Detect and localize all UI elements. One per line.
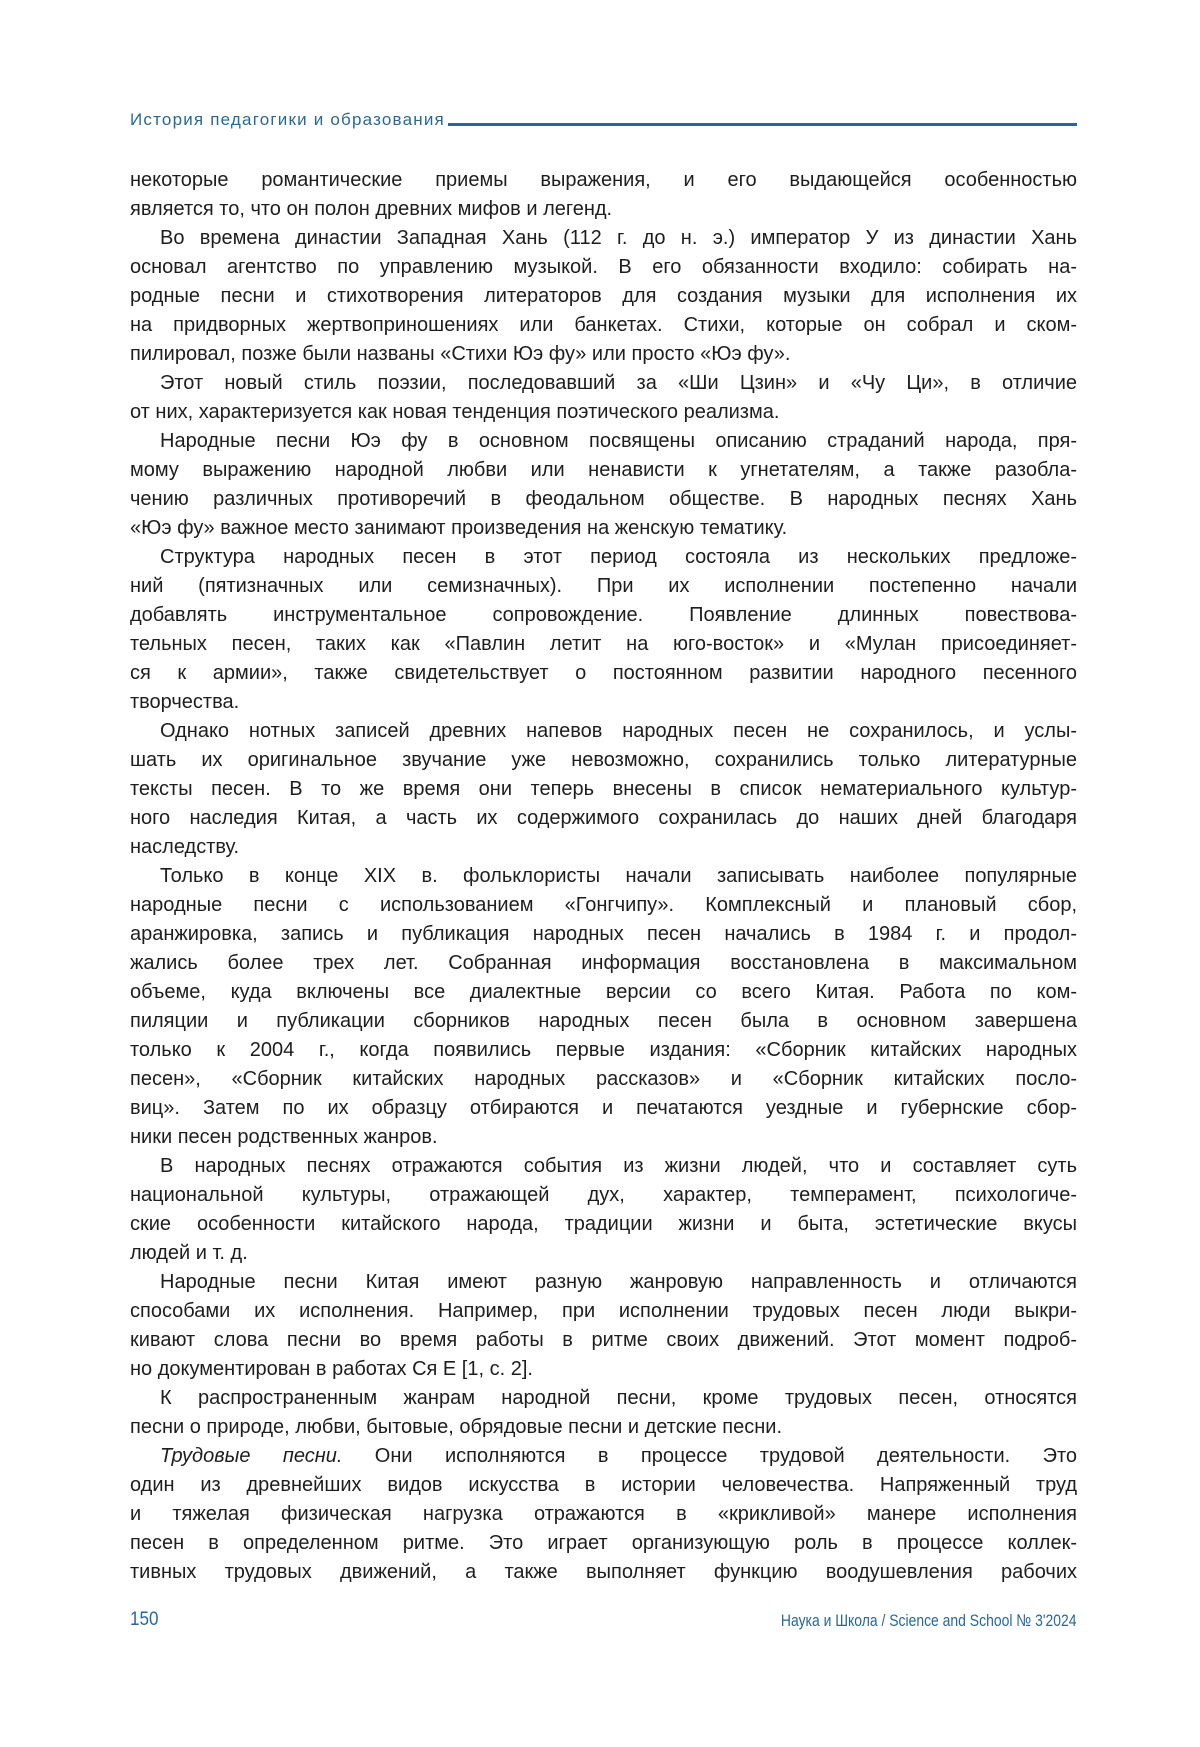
text-line: некоторые романтические приемы выражения, и его выдающейся особенностью — [130, 166, 1077, 195]
text-line: основал агентство по управлению музыкой. В его обязанности входило: собирать на- — [130, 253, 1077, 282]
paragraph — [130, 1268, 1077, 1384]
text-line: на придворных жертвоприношениях или банкетах. Стихи, которые он собрал и ском- — [130, 311, 1077, 340]
text-line: песен в определенном ритме. Это играет организующую роль в процессе коллек- — [130, 1529, 1077, 1558]
text-line: виц». Затем по их образцу отбираются и печатаются уездные и губернские сбор- — [130, 1094, 1077, 1123]
text-line: аранжировка, запись и публикация народных песен начались в 1984 г. и продол- — [130, 920, 1077, 949]
running-header — [130, 104, 1077, 130]
paragraph — [130, 369, 1077, 427]
text-line: Структура народных песен в этот период состояла из нескольких предложе- — [130, 543, 1077, 572]
text-line: способами их исполнения. Например, при исполнении трудовых песен люди выкри- — [130, 1297, 1077, 1326]
line-text: Они исполняются в процессе трудовой деятельности. Это — [342, 1445, 1077, 1467]
paragraph — [130, 862, 1077, 1152]
text-line: добавлять инструментальное сопровождение. Появление длинных повествова- — [130, 601, 1077, 630]
header-rule — [448, 123, 1077, 126]
section-title: История педагогики и образования — [130, 110, 445, 130]
text-line: ний (пятизначных или семизначных). При их исполнении постепенно начали — [130, 572, 1077, 601]
page-number: 150 — [130, 1609, 159, 1631]
text-line: родные песни и стихотворения литераторов для создания музыки для исполнения их — [130, 282, 1077, 311]
text-line: Этот новый стиль поэзии, последовавший за «Ши Цзин» и «Чу Ци», в отличие — [130, 369, 1077, 398]
paragraph — [130, 717, 1077, 862]
text-line: от них, характеризуется как новая тенденция поэтического реализма. — [130, 398, 1077, 427]
paragraph — [130, 1384, 1077, 1442]
text-line: Во времена династии Западная Хань (112 г. до н. э.) император У из династии Хань — [130, 224, 1077, 253]
text-line: «Юэ фу» важное место занимают произведения на женскую тематику. — [130, 514, 1077, 543]
text-line: творчества. — [130, 688, 1077, 717]
text-line: песен», «Сборник китайских народных рассказов» и «Сборник китайских посло- — [130, 1065, 1077, 1094]
text-line: Только в конце XIX в. фольклористы начали записывать наиболее популярные — [130, 862, 1077, 891]
text-line: ного наследия Китая, а часть их содержимого сохранилась до наших дней благодаря — [130, 804, 1077, 833]
text-line: пиляции и публикации сборников народных песен была в основном завершена — [130, 1007, 1077, 1036]
text-line: Однако нотных записей древних напевов народных песен не сохранилось, и услы- — [130, 717, 1077, 746]
paragraph — [130, 427, 1077, 543]
text-line: ские особенности китайского народа, традиции жизни и быта, эстетические вкусы — [130, 1210, 1077, 1239]
paragraph — [130, 224, 1077, 369]
text-line: мому выражению народной любви или ненависти к угнетателям, а также разобла- — [130, 456, 1077, 485]
text-line: чению различных противоречий в феодальном обществе. В народных песнях Хань — [130, 485, 1077, 514]
text-line: только к 2004 г., когда появились первые издания: «Сборник китайских народных — [130, 1036, 1077, 1065]
text-line: народные песни с использованием «Гонгчипу». Комплексный и плановый сбор, — [130, 891, 1077, 920]
paragraph — [130, 1442, 1077, 1587]
text-line — [130, 1442, 1077, 1471]
paragraph — [130, 1152, 1077, 1268]
text-line: тивных трудовых движений, а также выполняет функцию воодушевления рабочих — [130, 1558, 1077, 1587]
text-line: К распространенным жанрам народной песни, кроме трудовых песен, относятся — [130, 1384, 1077, 1413]
paragraph — [130, 166, 1077, 224]
text-line: один из древнейших видов искусства в истории человечества. Напряженный труд — [130, 1471, 1077, 1500]
journal-footer: Наука и Школа / Science and School № 3'2024 — [781, 1611, 1077, 1631]
text-line: Народные песни Китая имеют разную жанровую направленность и отличаются — [130, 1268, 1077, 1297]
text-line: и тяжелая физическая нагрузка отражаются в «крикливой» манере исполнения — [130, 1500, 1077, 1529]
text-line: кивают слова песни во время работы в ритме своих движений. Этот момент подроб- — [130, 1326, 1077, 1355]
text-line: объеме, куда включены все диалектные версии со всего Китая. Работа по ком- — [130, 978, 1077, 1007]
text-line: наследству. — [130, 833, 1077, 862]
text-line: ся к армии», также свидетельствует о постоянном развитии народного песенного — [130, 659, 1077, 688]
italic-lead: Трудовые песни. — [160, 1445, 342, 1467]
text-line: Народные песни Юэ фу в основном посвящены описанию страданий народа, пря- — [130, 427, 1077, 456]
text-line: является то, что он полон древних мифов и легенд. — [130, 195, 1077, 224]
text-line: тексты песен. В то же время они теперь внесены в список нематериального культур- — [130, 775, 1077, 804]
text-line: тельных песен, таких как «Павлин летит на юго-восток» и «Мулан присоединяет- — [130, 630, 1077, 659]
text-line: пилировал, позже были названы «Стихи Юэ фу» или просто «Юэ фу». — [130, 340, 1077, 369]
text-line: жались более трех лет. Собранная информация восстановлена в максимальном — [130, 949, 1077, 978]
text-line: шать их оригинальное звучание уже невозможно, сохранились только литературные — [130, 746, 1077, 775]
paragraph — [130, 543, 1077, 717]
text-line: В народных песнях отражаются события из жизни людей, что и составляет суть — [130, 1152, 1077, 1181]
text-line: песни о природе, любви, бытовые, обрядовые песни и детские песни. — [130, 1413, 1077, 1442]
text-line: ники песен родственных жанров. — [130, 1123, 1077, 1152]
article-body — [130, 166, 1077, 1587]
text-line: национальной культуры, отражающей дух, характер, темперамент, психологиче- — [130, 1181, 1077, 1210]
text-line: но документирован в работах Ся Е [1, с. 2]. — [130, 1355, 1077, 1384]
text-line: людей и т. д. — [130, 1239, 1077, 1268]
